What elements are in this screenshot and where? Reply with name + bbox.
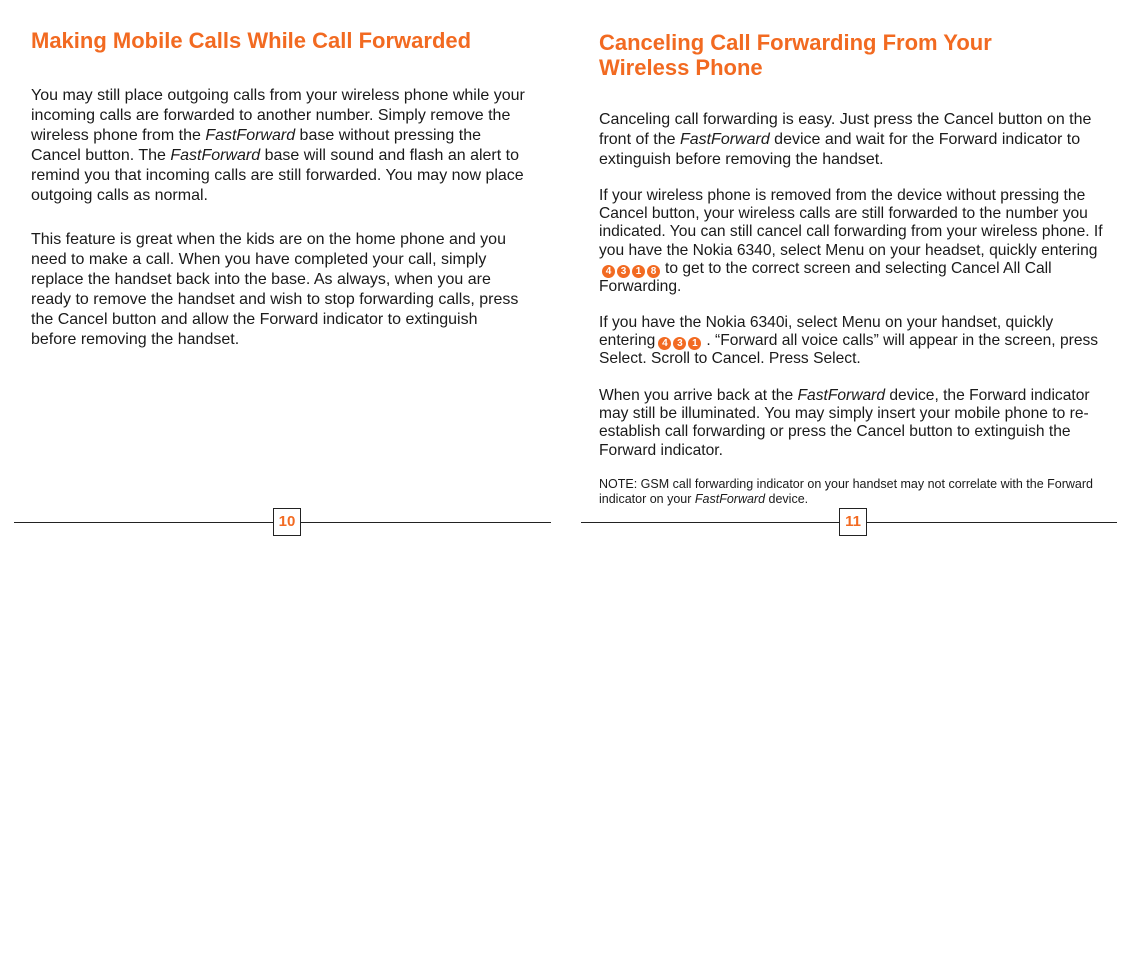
circled-number-key-icon: 3 xyxy=(673,337,686,350)
paragraph-nokia-6340i: If you have the Nokia 6340i, select Menu on your handset, quickly entering 4 3 1 . “Forward all voice calls” will appear in the screen, press Select. Scroll to Cancel. Press Select. xyxy=(599,314,1099,368)
paragraph-arrive-back: When you arrive back at the FastForward device, the Forward indicator may still be illuminated. You may simply insert your mobile phone to re-establish call forwarding or press the Cancel button to extinguish the Forward indicator. xyxy=(599,387,1090,459)
paragraph-cancel-easy: Canceling call forwarding is easy. Just press the Cancel button on the front of the FastForward device and wait for the Forward indicator to extinguish before removing the handset. xyxy=(599,111,1092,168)
paragraph-outgoing-calls: You may still place outgoing calls from your wireless phone while your incoming calls are forwarded to another number. Simply remove the wireless phone from the FastForward base without pressing the Cancel button. The FastForward base will sound and flash an alert to remind you that incoming calls are still forwarded. You may now place outgoing calls as normal. xyxy=(31,87,525,204)
page-title: Making Mobile Calls While Call Forwarded xyxy=(31,28,472,53)
key-sequence xyxy=(658,332,703,350)
gsm-note: NOTE: GSM call forwarding indicator on your handset may not correlate with the Forward indicator on your FastForward device. xyxy=(599,477,1093,506)
circled-number-key-icon: 4 xyxy=(658,337,671,350)
circled-number-key-icon: 8 xyxy=(647,265,660,278)
circled-number-key-icon: 1 xyxy=(688,337,701,350)
page-number: 11 xyxy=(839,508,867,536)
right-page xyxy=(566,0,1133,560)
circled-number-key-icon: 4 xyxy=(602,265,615,278)
brand-name: FastForward xyxy=(170,147,261,164)
brand-name: FastForward xyxy=(679,131,770,148)
circled-number-key-icon: 3 xyxy=(617,265,630,278)
brand-name: FastForward xyxy=(694,492,766,506)
page-number: 10 xyxy=(273,508,301,536)
brand-name: FastForward xyxy=(205,127,296,144)
circled-number-key-icon: 1 xyxy=(632,265,645,278)
paragraph-feature-note: This feature is great when the kids are on the home phone and you need to make a call. When you have completed your call, simply replace the handset back into the base. As always, when you are ready to remove the handset and wish to stop forwarding calls, press the Cancel button and allow the Forward indicator to extinguish before removing the handset. xyxy=(31,231,519,348)
brand-name: FastForward xyxy=(797,387,886,404)
page-title: Canceling Call Forwarding From Your Wireless Phone xyxy=(599,30,992,80)
paragraph-nokia-6340: If your wireless phone is removed from the device without pressing the Cancel button, your wireless calls are still forwarded to the number you indicated. You can still cancel call forwarding from your wireless phone. If you have the Nokia 6340, select Menu on your headset, quickly entering4 3 1 8 to get to the correct screen and selecting Cancel All Call Forwarding. xyxy=(599,187,1103,296)
left-page xyxy=(0,0,566,560)
key-sequence xyxy=(602,260,662,278)
